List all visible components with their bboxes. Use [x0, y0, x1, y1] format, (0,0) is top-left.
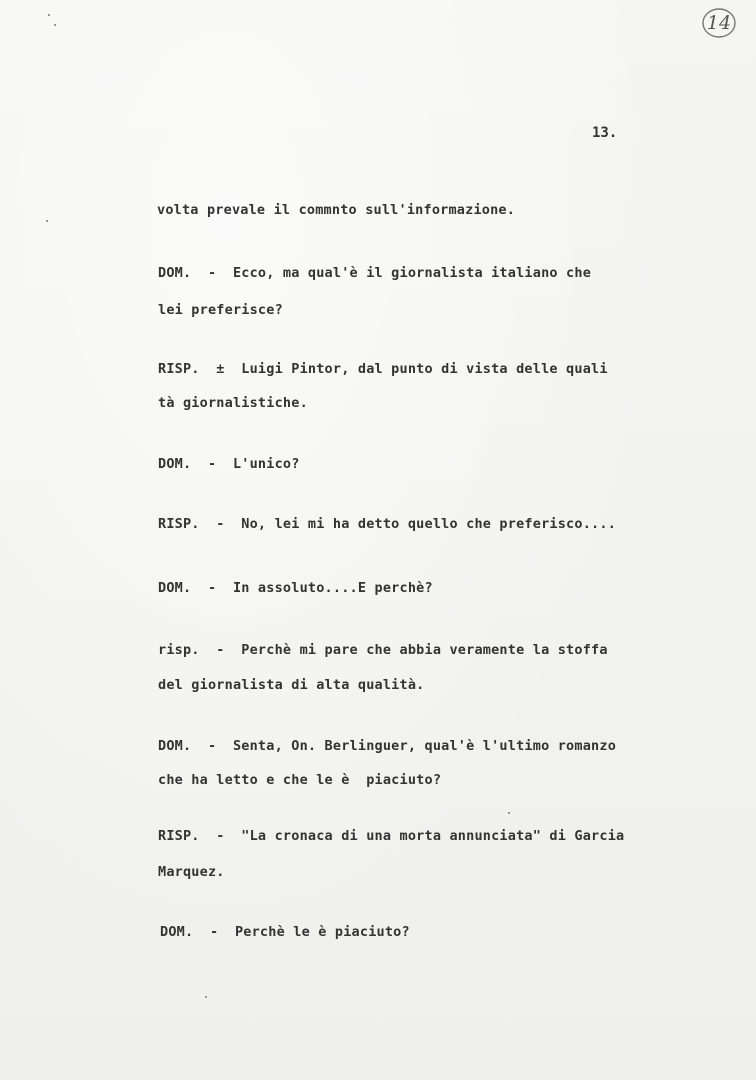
text-line: RISP. ± Luigi Pintor, dal punto di vista delle quali	[158, 361, 608, 377]
paper-speck	[205, 996, 207, 998]
paper-speck	[508, 812, 510, 814]
paper-speck	[48, 14, 50, 16]
text-line: che ha letto e che le è piaciuto?	[158, 772, 442, 788]
text-line: tà giornalistiche.	[158, 395, 308, 411]
text-line: DOM. - Perchè le è piaciuto?	[160, 924, 410, 940]
text-line: Marquez.	[158, 864, 225, 880]
folio-stamp	[700, 6, 738, 40]
text-line: DOM. - In assoluto....E perchè?	[158, 580, 433, 596]
paper-speck	[46, 220, 48, 222]
text-line: volta prevale il commnto sull'informazione.	[157, 202, 516, 218]
text-line: del giornalista di alta qualità.	[158, 677, 425, 693]
paper-speck	[54, 24, 56, 26]
text-line: DOM. - Ecco, ma qual'è il giornalista italiano che	[158, 265, 592, 281]
text-line: DOM. - Senta, On. Berlinguer, qual'è l'ultimo romanzo	[158, 738, 617, 754]
text-line: RISP. - No, lei mi ha detto quello che preferisco....	[158, 516, 617, 532]
folio-number: 14	[706, 12, 732, 34]
text-line: risp. - Perchè mi pare che abbia veramente la stoffa	[158, 642, 608, 658]
text-line: RISP. - "La cronaca di una morta annunciata" di Garcia	[158, 828, 625, 844]
text-line: DOM. - L'unico?	[158, 456, 300, 472]
page-number: 13.	[592, 125, 618, 141]
text-line: lei preferisce?	[158, 302, 283, 318]
